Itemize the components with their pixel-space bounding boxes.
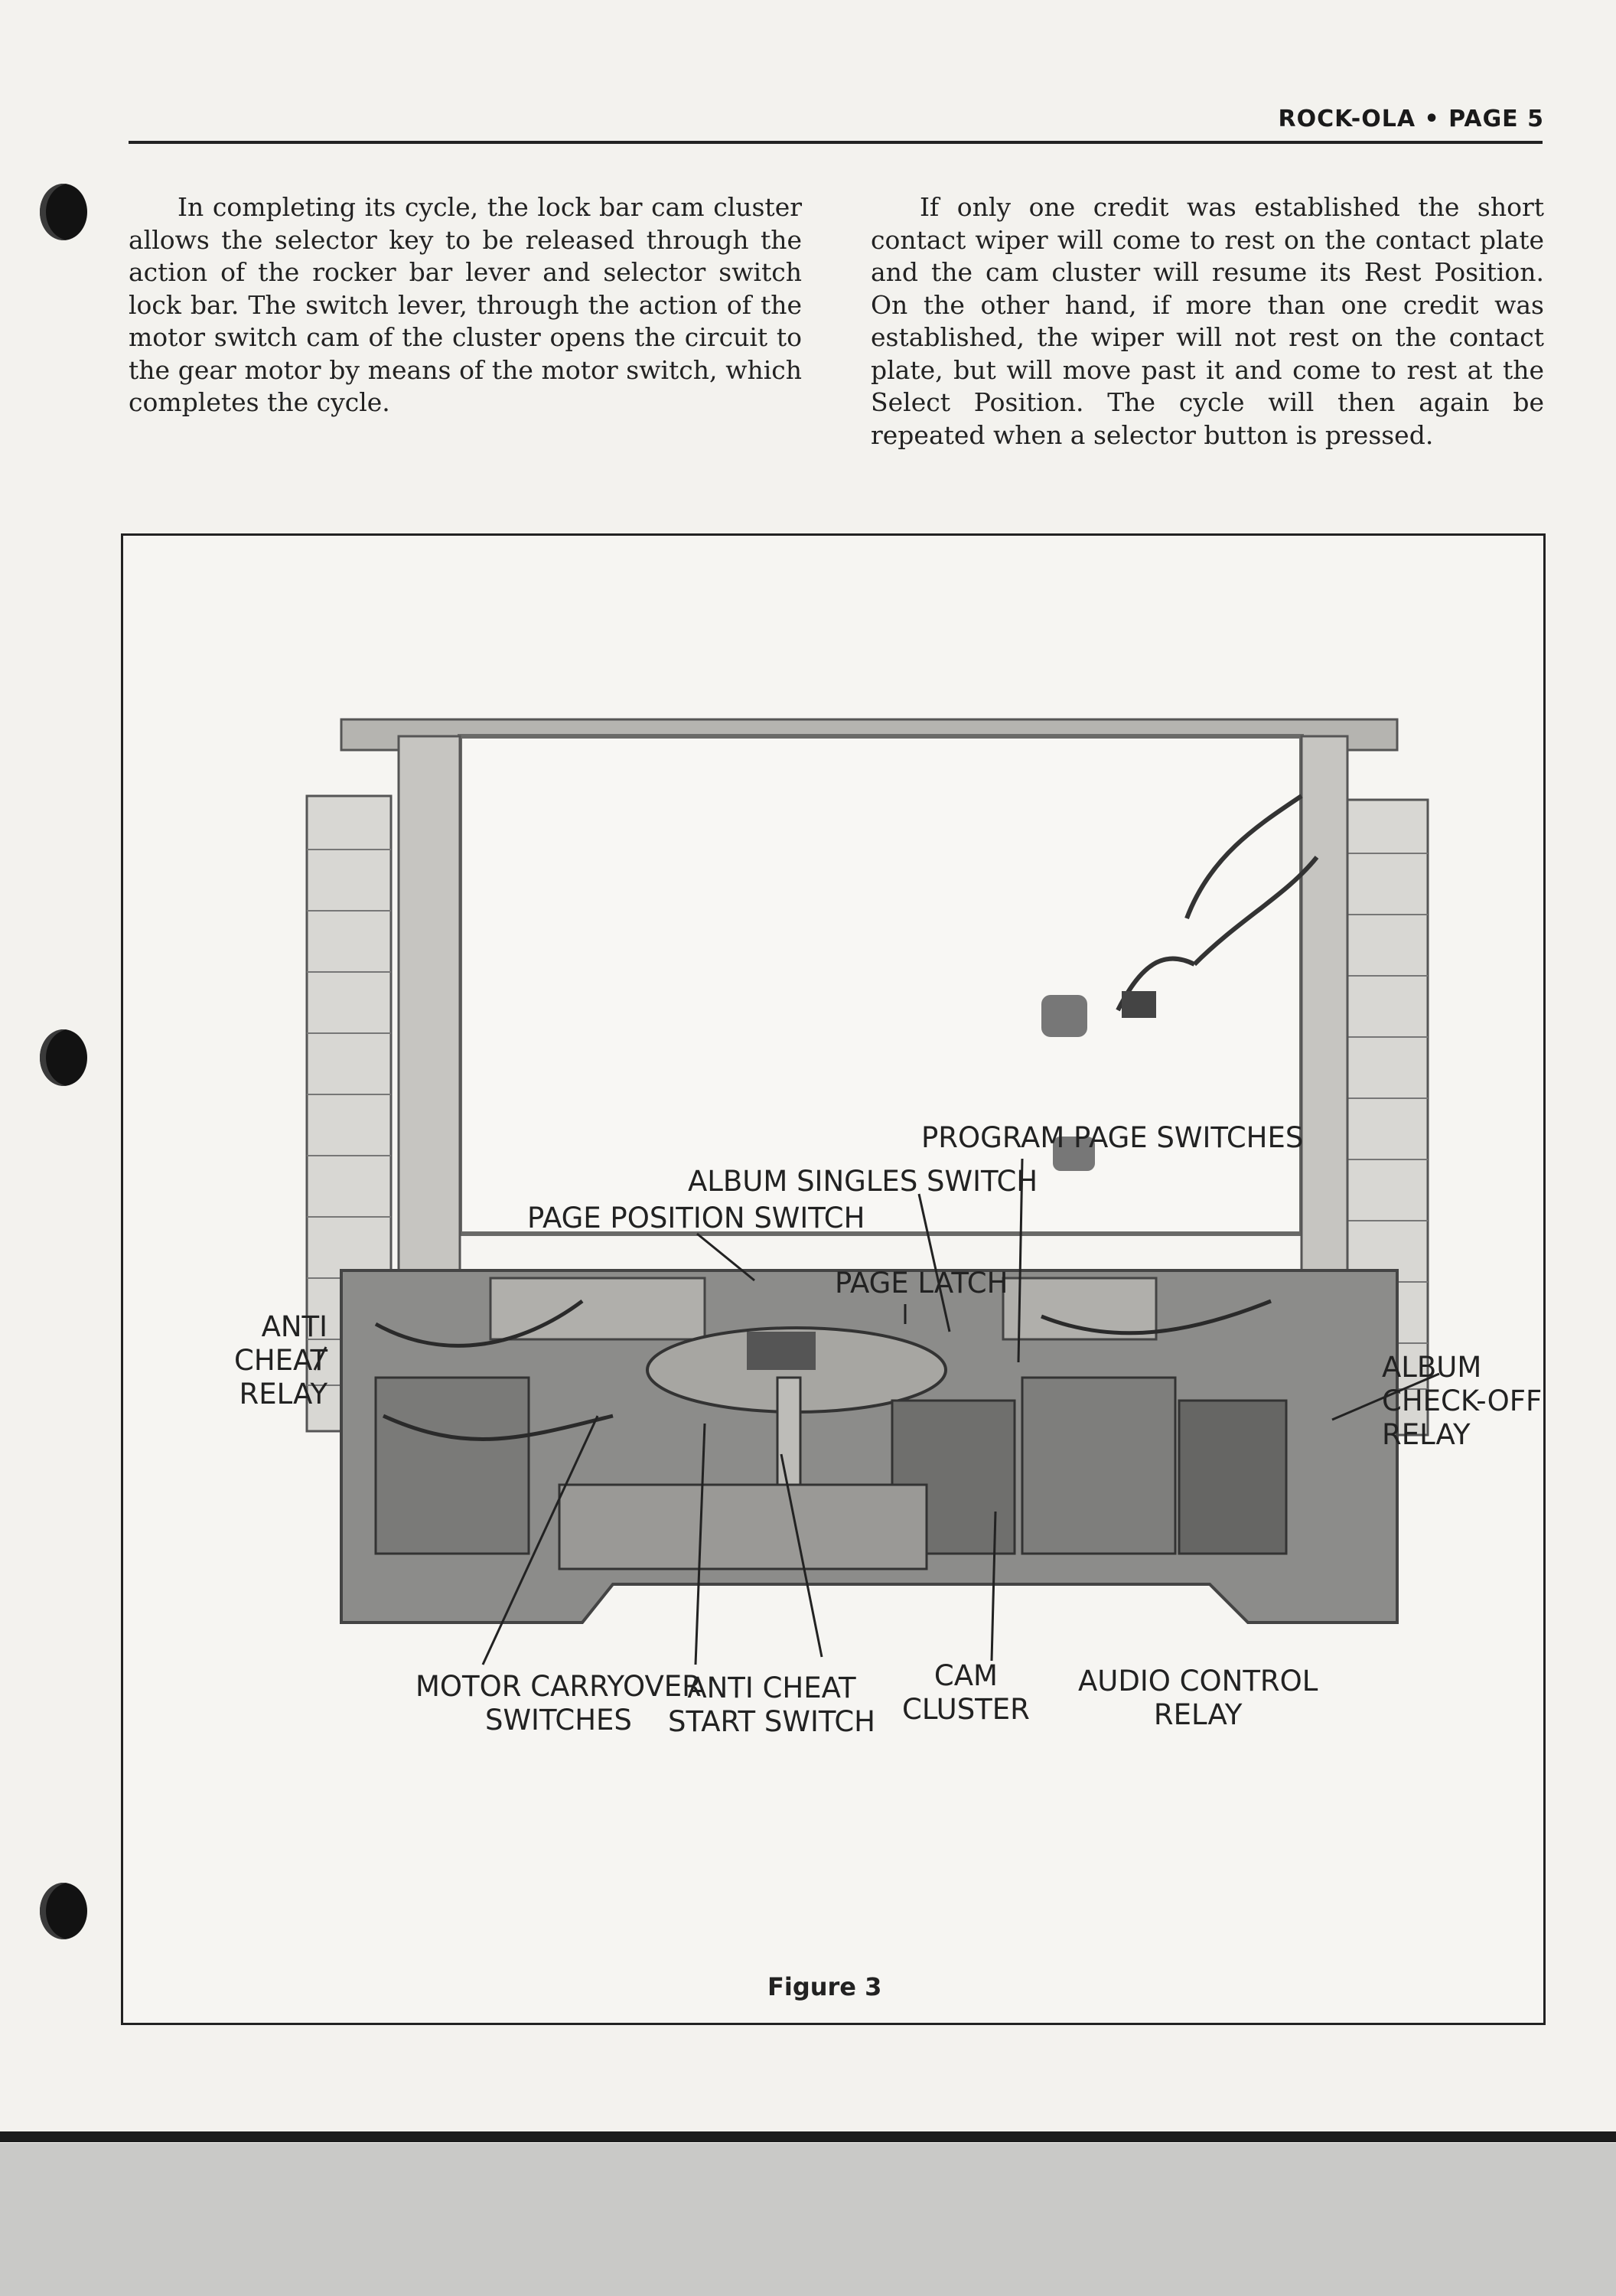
label-program-page-switches: PROGRAM PAGE SWITCHES — [921, 1121, 1304, 1154]
label-page-position-switch: PAGE POSITION SWITCH — [527, 1202, 865, 1234]
label-anti-cheat-relay: ANTI CHEAT RELAY — [234, 1310, 328, 1411]
figure-caption: Figure 3 — [767, 1972, 882, 2001]
punch-hole-bottom — [40, 1883, 87, 1939]
scanner-background — [0, 2143, 1616, 2296]
right-paragraph: If only one credit was established the short contact wiper will come to rest on the contact plate and the cam cluster will resume its Rest Position. On the other hand, if more than one credit was established, the wiper will not rest on the contact plate, but will move past it and come to rest at the Select Position. The cycle will then again be repeated when a selector button is pressed. — [871, 192, 1544, 450]
label-anti-cheat-start-switch: ANTI CHEAT START SWITCH — [668, 1671, 875, 1738]
right-text-column — [871, 191, 1544, 452]
left-paragraph: In completing its cycle, the lock bar cam cluster allows the selector key to be released through the action of the rocker bar lever and selector switch lock bar. The switch lever, through the action of the motor switch cam of the cluster opens the circuit to the gear motor by means of the motor switch, which completes the cycle. — [129, 192, 802, 417]
header-rule — [129, 141, 1543, 144]
left-text-column — [129, 191, 802, 419]
label-motor-carryover-switches: MOTOR CARRYOVER SWITCHES — [415, 1670, 702, 1737]
punch-hole-middle — [40, 1029, 87, 1086]
mechanism-photo — [123, 536, 1543, 2023]
punch-hole-top — [40, 184, 87, 240]
page-edge-line — [0, 2131, 1616, 2142]
figure-3 — [121, 533, 1546, 2025]
page-header: ROCK-OLA • PAGE 5 — [1278, 106, 1544, 132]
label-cam-cluster: CAM CLUSTER — [902, 1659, 1030, 1726]
label-audio-control-relay: AUDIO CONTROL RELAY — [1078, 1665, 1318, 1731]
label-album-checkoff-relay: ALBUM CHECK-OFF RELAY — [1382, 1351, 1543, 1451]
label-album-singles-switch: ALBUM SINGLES SWITCH — [688, 1165, 1038, 1198]
label-page-latch: PAGE LATCH — [835, 1267, 1008, 1300]
